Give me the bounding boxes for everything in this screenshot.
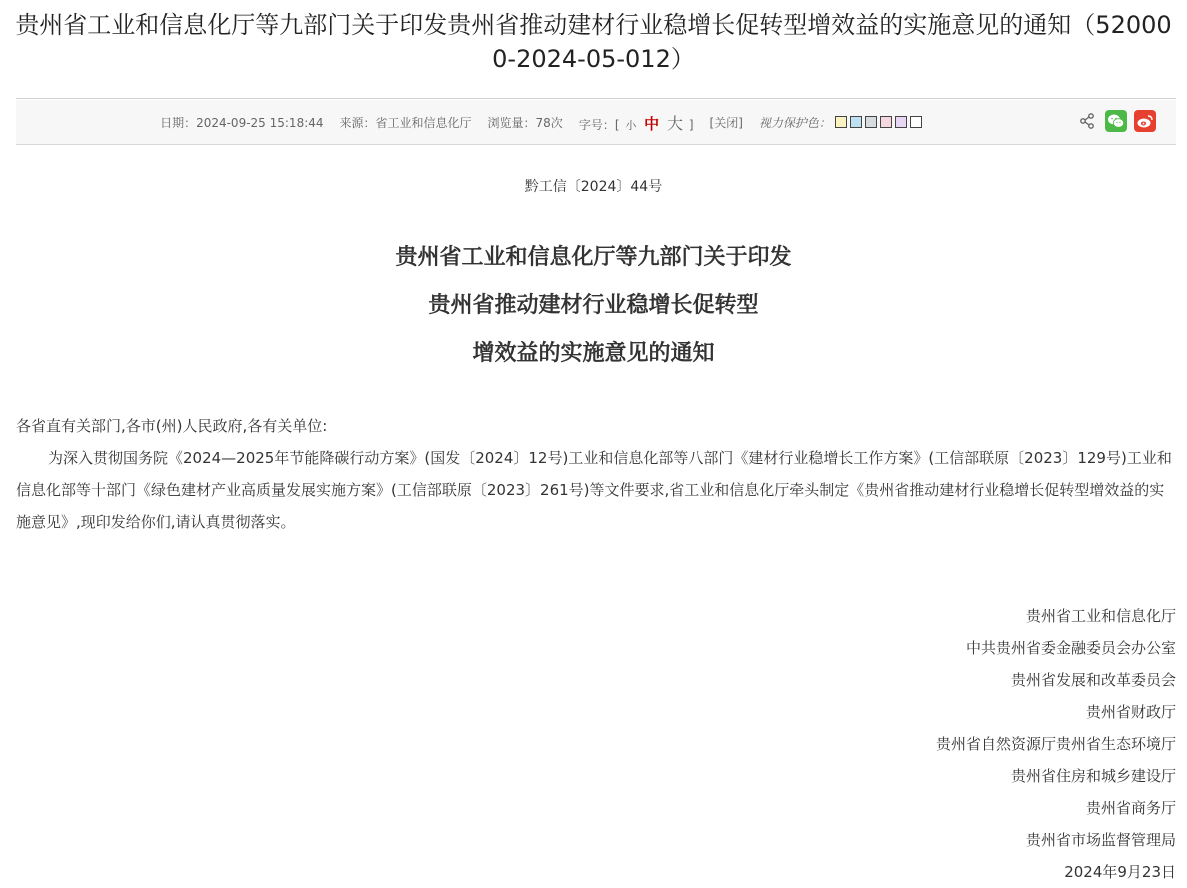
- document-number: 黔工信〔2024〕44号: [524, 179, 663, 195]
- close-link[interactable]: [关闭]: [709, 115, 743, 130]
- meta-info: [16, 100, 1066, 144]
- signing-date: 2024年9月23日: [1064, 863, 1176, 881]
- font-size-control: [579, 111, 694, 134]
- meta-bar: [16, 100, 1176, 145]
- vision-protect-label: 视力保护色：: [758, 115, 831, 130]
- font-size-label: 字号：[: [578, 117, 620, 132]
- color-swatch-gray[interactable]: [865, 116, 877, 128]
- doc-heading-line-3: 增效益的实施意见的通知: [472, 341, 715, 366]
- signatory: 贵州省财政厅: [1085, 703, 1176, 721]
- salutation: 各省直有关部门,各市(州)人民政府,各有关单位:: [16, 417, 328, 435]
- view-count: 浏览量：78次: [487, 115, 563, 130]
- wechat-icon[interactable]: [1105, 110, 1127, 132]
- signatory: 贵州省商务厅: [1085, 799, 1176, 817]
- article-source: 来源：省工业和信息化厅: [339, 115, 472, 130]
- signatory: 贵州省自然资源厅贵州省生态环境厅: [935, 735, 1176, 753]
- share-bar: [1076, 110, 1156, 132]
- vision-color-swatches: [835, 116, 922, 128]
- weibo-icon[interactable]: [1134, 110, 1156, 132]
- color-swatch-white[interactable]: [910, 116, 922, 128]
- color-swatch-pink[interactable]: [880, 116, 892, 128]
- doc-heading-line-2: 贵州省推动建材行业稳增长促转型: [428, 293, 759, 318]
- signatory: 中共贵州省委金融委员会办公室: [965, 639, 1176, 657]
- font-large-button[interactable]: 大: [667, 113, 684, 133]
- share-icon[interactable]: [1076, 110, 1098, 132]
- color-swatch-blue[interactable]: [850, 116, 862, 128]
- signatory: 贵州省住房和城乡建设厅: [1010, 767, 1176, 785]
- signatory: 贵州省工业和信息化厅: [1025, 607, 1176, 625]
- font-size-bracket: ]: [688, 117, 694, 132]
- signatory: 贵州省市场监督管理局: [1025, 831, 1176, 849]
- title-divider: [16, 98, 1176, 99]
- font-small-button[interactable]: 小: [625, 118, 637, 132]
- color-swatch-purple[interactable]: [895, 116, 907, 128]
- publish-date: 日期：2024-09-25 15:18:44: [160, 115, 324, 130]
- signatory-block: [936, 600, 1176, 888]
- doc-heading-line-1: 贵州省工业和信息化厅等九部门关于印发: [395, 245, 792, 270]
- font-medium-button[interactable]: 中: [644, 114, 660, 133]
- signatory: 贵州省发展和改革委员会: [1010, 671, 1176, 689]
- color-swatch-yellow[interactable]: [835, 116, 847, 128]
- article-title: 贵州省工业和信息化厅等九部门关于印发贵州省推动建材行业稳增长促转型增效益的实施意见的通知（520000-2024-05-012）: [15, 11, 1172, 73]
- body-paragraph: 为深入贯彻国务院《2024—2025年节能降碳行动方案》(国发〔2024〕12号)工业和信息化部等八部门《建材行业稳增长工作方案》(工信部联原〔2023〕129号)工业和信息化部等十部门《绿色建材产业高质量发展实施方案》(工信部联原〔2023〕261号)等文件要求,省工业和信息化厅牵头制定《贵州省推动建材行业稳增长促转型增效益的实施意见》,现印发给你们,请认真贯彻落实。: [16, 449, 1172, 531]
